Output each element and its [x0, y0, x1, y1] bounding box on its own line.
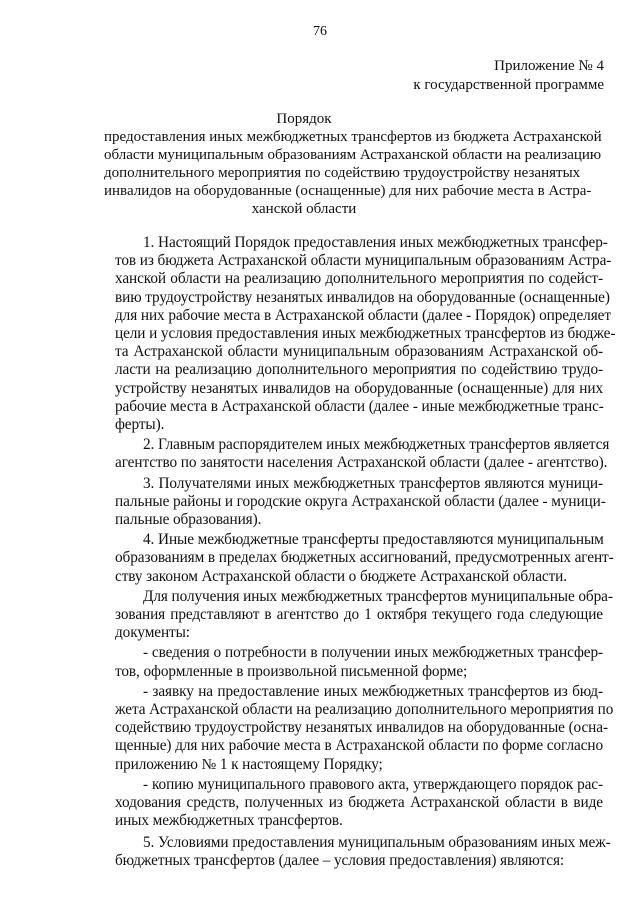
paragraph-line: ханской области на реализацию дополнительного мероприятия по содейст-	[115, 270, 603, 288]
paragraph-line: ласти на реализацию дополнительного мероприятия по содействию трудо-	[115, 361, 603, 379]
paragraph	[115, 436, 610, 472]
paragraph-line: цели и условия предоставления иных межбюджетных трансфертов из бюдже-	[115, 325, 616, 343]
paragraph-line: рабочие места в Астраханской области (далее - иные межбюджетные транс-	[115, 397, 604, 415]
paragraph-line: тов из бюджета Астраханской области муниципальным образованиям Астра-	[115, 252, 612, 270]
paragraph-line: для них рабочие места в Астраханской области (далее - Порядок) определяет	[115, 306, 611, 324]
paragraph-line: 5. Условиями предоставления муниципальным образованиям иных меж-	[143, 833, 611, 851]
document-heading	[104, 110, 602, 218]
appendix-line: Приложение № 4	[494, 58, 604, 74]
heading-line: инвалидов на оборудованные (оснащенные) для них рабочие места в Астра-	[104, 183, 592, 199]
paragraph-line: - копию муниципального правового акта, утверждающего порядок рас-	[143, 775, 603, 793]
heading-line: ханской области	[251, 201, 357, 217]
paragraph-line: вию трудоустройству незанятых инвалидов на оборудованные (оснащенные)	[115, 288, 610, 306]
paragraph-line: ству законом Астраханской области о бюджете Астраханской области.	[115, 567, 567, 585]
paragraph-line: та Астраханской области муниципальным образованиям Астраханской об-	[115, 343, 603, 361]
paragraph-line: 1. Настоящий Порядок предоставления иных межбюджетных трансфер-	[143, 234, 608, 251]
paragraph-line: ходования средств, полученных из бюджета Астраханской области в виде	[115, 794, 603, 812]
appendix-line: к государственной программе	[413, 77, 604, 93]
paragraph-line: Для получения иных межбюджетных трансфертов муниципальные обра-	[143, 587, 613, 605]
paragraph-line: 4. Иные межбюджетные трансферты предоставляются муниципальным	[143, 531, 604, 549]
heading-line: предоставления иных межбюджетных трансфертов из бюджета Астраханской	[104, 129, 602, 145]
paragraph-line: зования представляют в агентство до 1 октября текущего года следующие	[115, 606, 603, 624]
paragraph-line: пальные районы и городские округа Астраханской области (далее - муници-	[115, 492, 606, 510]
heading-line: дополнительного мероприятия по содействию трудоустройству незанятых	[104, 165, 581, 181]
paragraph-line: 2. Главным распорядителем иных межбюджетных трансфертов является	[143, 436, 610, 454]
heading-title: Порядок	[276, 111, 332, 127]
paragraph-line: пальные образования).	[115, 511, 262, 529]
paragraph	[115, 531, 614, 586]
paragraph-line: содействию трудоустройству незанятых инвалидов на оборудованные (осна-	[115, 719, 608, 737]
heading-line: области муниципальным образованиям Астраханской области на реализацию	[104, 147, 602, 163]
paragraph-line: приложению № 1 к настоящему Порядку;	[115, 755, 383, 773]
paragraph-line: жета Астраханской области на реализацию дополнительного мероприятия по	[115, 701, 614, 719]
paragraph-line: агентство по занятости населения Астраханской области (далее - агентство).	[115, 454, 608, 472]
appendix-note	[413, 57, 604, 95]
paragraph-line: - заявку на предоставление иных межбюджетных трансфертов из бюд-	[143, 682, 603, 700]
paragraph	[115, 833, 611, 870]
paragraph-line: бюджетных трансфертов (далее – условия предоставления) являются:	[115, 851, 565, 869]
paragraph	[115, 776, 603, 831]
paragraph-line: тов, оформленные в произвольной письменной форме;	[115, 662, 468, 680]
paragraph	[115, 474, 606, 530]
page-number: 76	[313, 24, 327, 39]
paragraph-line: ферты).	[115, 416, 165, 434]
paragraph-line: иных межбюджетных трансфертов.	[115, 812, 343, 830]
document-body	[115, 234, 616, 870]
paragraph	[115, 644, 603, 680]
paragraph	[115, 682, 614, 774]
paragraph-line: устройству незанятых инвалидов на оборудованные (оснащенные) для них	[115, 379, 603, 397]
paragraph-line: щенные) для них рабочие места в Астраханской области по форме согласно	[115, 737, 603, 755]
paragraph-line: документы:	[115, 624, 190, 642]
paragraph-line: - сведения о потребности в получении иных межбюджетных трансфер-	[143, 644, 603, 662]
paragraph	[115, 234, 616, 434]
paragraph-line: 3. Получателями иных межбюджетных трансфертов являются муници-	[143, 474, 603, 492]
paragraph-line: образованиям в пределах бюджетных ассигнований, предусмотренных агент-	[115, 549, 614, 567]
paragraph	[115, 587, 613, 643]
